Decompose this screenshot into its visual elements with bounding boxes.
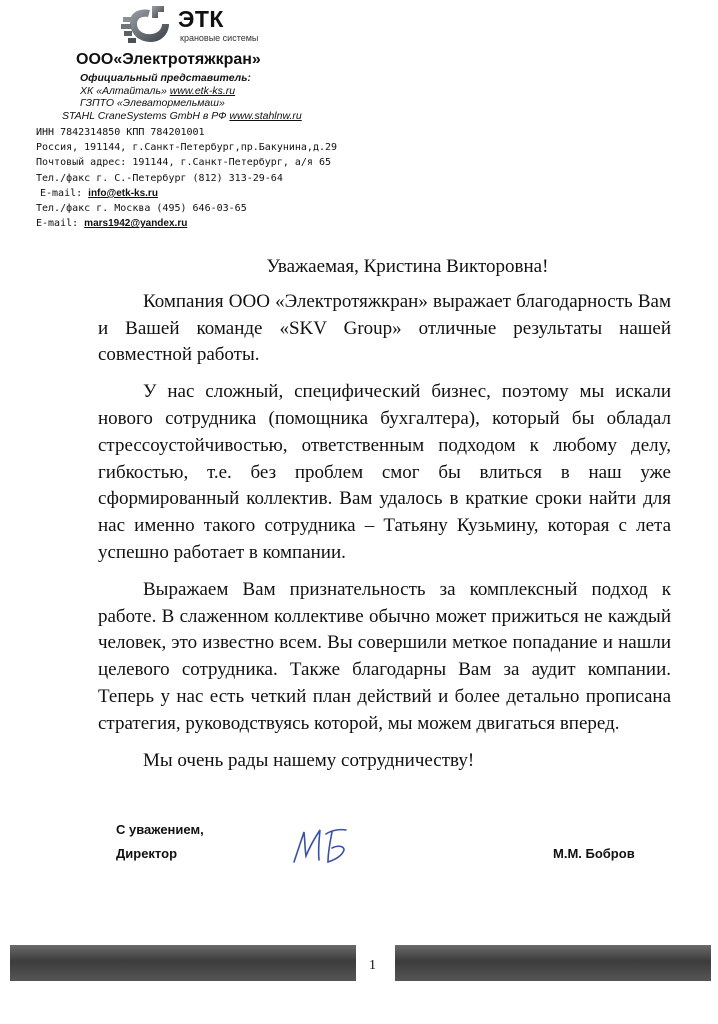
email-label: E-mail: <box>36 218 85 230</box>
footer-bar-left <box>10 945 356 981</box>
representative-text: STAHL CraneSystems GmbH в РФ <box>62 109 230 122</box>
handwritten-signature-icon <box>288 820 368 870</box>
phone-moscow-line: Тел./факс г. Москва (495) 646-03-65 <box>36 203 247 215</box>
email-link[interactable]: info@etk-ks.ru <box>88 187 158 199</box>
representative-text: ХК «Алтайталь» <box>80 84 170 97</box>
representative-line <box>62 110 302 123</box>
logo-wordmark: ЭТК <box>178 6 224 32</box>
contact-block <box>36 125 337 231</box>
phone-spb-line: Тел./факс г. С.-Петербург (812) 313-29-64 <box>36 172 283 184</box>
closing-phrase: С уважением, <box>116 822 204 837</box>
signer-name: М.М. Бобров <box>553 846 635 861</box>
logo-subtitle: крановые системы <box>180 33 259 43</box>
footer-bar-right <box>395 945 711 981</box>
letter-paragraph: У нас сложный, специфический бизнес, поэтому мы искали нового сотрудника (помощника бухгалтера), который бы обладал стрессоустойчивостью, ответственным подходом к любому делу, гибкостью, т.е. без проблем смог бы влиться в наш уже сформированный коллектив. Вам удалось в краткие сроки найти для нас именно такого сотрудника – Татьяну Кузьмину, которая с лета успешно работает в компании. <box>98 381 671 563</box>
email-line <box>36 216 337 231</box>
representative-text: ГЗПТО «Элеватормельмаш» <box>80 97 225 109</box>
website-link[interactable]: www.stahlnw.ru <box>229 109 302 122</box>
inn-kpp-line: ИНН 7842314850 КПП 784201001 <box>36 127 205 138</box>
letter-paragraph: Компания ООО «Электротяжкран» выражает благодарность Вам и Вашей команде «SKV Group» отличные результаты нашей совместной работы. <box>98 290 671 366</box>
crane-hook-logo-icon <box>118 2 176 50</box>
representative-line <box>80 85 302 98</box>
address-line: Россия, 191144, г.Санкт-Петербург,пр.Бакунина,д.29 <box>36 142 338 154</box>
page-number: 1 <box>369 958 376 973</box>
letter-body <box>98 254 671 784</box>
website-link[interactable]: www.etk-ks.ru <box>169 84 236 97</box>
postal-address-line: Почтовый адрес: 191144, г.Санкт-Петербург, а/я 65 <box>36 157 332 169</box>
representative-block <box>62 72 302 122</box>
signer-position: Директор <box>116 846 178 861</box>
letter-paragraph: Мы очень рады нашему сотрудничеству! <box>143 749 475 771</box>
email-link[interactable]: mars1942@yandex.ru <box>84 218 188 230</box>
company-name: ООО«Электротяжкран» <box>76 51 261 68</box>
representative-text: Официальный представитель: <box>80 72 251 84</box>
representative-line <box>80 97 302 110</box>
company-logo <box>118 2 318 50</box>
email-line <box>40 186 337 201</box>
letter-greeting: Уважаемая, Кристина Викторовна! <box>266 256 549 277</box>
representative-line <box>80 72 302 85</box>
email-label: E-mail: <box>40 187 89 199</box>
letter-paragraph: Выражаем Вам признательность за комплексный подход к работе. В слаженном коллективе обычно может прижиться не каждый человек, это известно всем. Вы совершили меткое попадание и нашли целевого сотрудника. Также благодарны Вам за аудит компании. Теперь у нас есть четкий план действий и более детально прописана стратегия, руководствуясь которой, мы можем двигаться вперед. <box>98 578 671 734</box>
